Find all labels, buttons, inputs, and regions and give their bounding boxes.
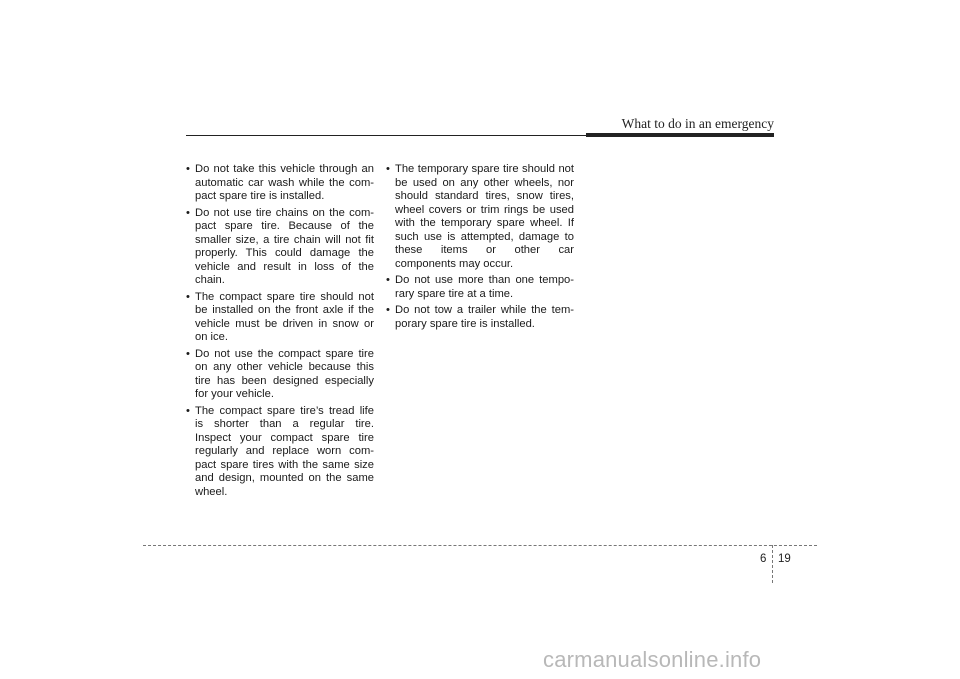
list-item-text: Do not take this vehicle through an automatic car wash while the com-pact spare tire is installed. bbox=[195, 163, 374, 202]
list-item-text: Do not use more than one tempo-rary spare tire at a time. bbox=[395, 274, 574, 300]
header-rule bbox=[186, 135, 586, 136]
left-bullet-list bbox=[186, 163, 374, 499]
right-column bbox=[386, 163, 574, 334]
list-item bbox=[186, 207, 374, 288]
left-column bbox=[186, 163, 374, 502]
list-item bbox=[186, 348, 374, 402]
header-rule-accent bbox=[586, 133, 774, 137]
list-item bbox=[386, 274, 574, 301]
list-item bbox=[386, 304, 574, 331]
section-title: What to do in an emergency bbox=[621, 116, 774, 131]
bullet-icon: • bbox=[186, 347, 190, 360]
list-item-text: Do not use tire chains on the com-pact spare tire. Because of the smaller size, a tire chain will not fit properly. This could damage the vehicle and result in loss of the chain. bbox=[195, 206, 374, 286]
list-item bbox=[386, 163, 574, 271]
page-number: 19 bbox=[778, 553, 791, 565]
footer-divider bbox=[772, 545, 773, 583]
bullet-icon: • bbox=[186, 404, 190, 417]
bullet-icon: • bbox=[186, 163, 190, 175]
section-number: 6 bbox=[760, 553, 767, 565]
bullet-icon: • bbox=[386, 274, 390, 286]
bullet-icon: • bbox=[386, 304, 390, 316]
list-item bbox=[186, 405, 374, 500]
list-item-text: The compact spare tire’s tread life is shorter than a regular tire. Inspect your compact spare tire regularly and replace worn com-pact spare tires with the same size and design, mounted on the same wheel. bbox=[195, 404, 374, 498]
list-item bbox=[186, 163, 374, 204]
right-bullet-list bbox=[386, 163, 574, 331]
list-item bbox=[186, 291, 374, 345]
list-item-text: Do not use the compact spare tire on any other vehicle because this tire has been designed especially for your vehicle. bbox=[195, 347, 374, 400]
bullet-icon: • bbox=[186, 290, 190, 303]
list-item-text: Do not tow a trailer while the tem-porary spare tire is installed. bbox=[395, 304, 574, 330]
bullet-icon: • bbox=[186, 206, 190, 219]
list-item-text: The compact spare tire should not be installed on the front axle if the vehicle must be driven in snow or on ice. bbox=[195, 290, 374, 343]
watermark: carmanualsonline.info bbox=[543, 647, 762, 672]
list-item-text: The temporary spare tire should not be used on any other wheels, nor should standard tires, snow tires, wheel covers or trim rings be used with the temporary spare wheel. If such use is attempted, damage to these items or other car components may occur. bbox=[395, 163, 574, 270]
footer-rule bbox=[143, 545, 817, 546]
bullet-icon: • bbox=[386, 163, 390, 175]
